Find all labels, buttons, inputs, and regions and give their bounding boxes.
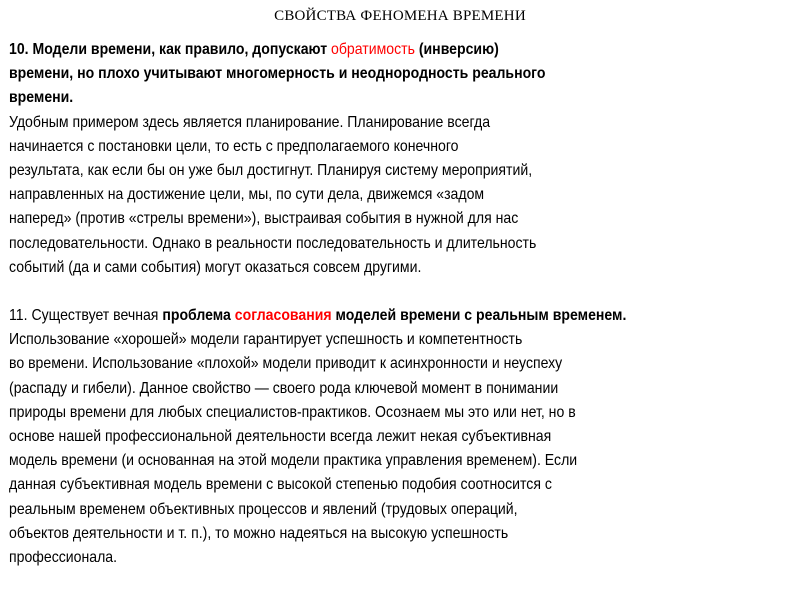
text-segment: моделей времени с реальным временем. (331, 307, 627, 325)
text-segment: направленных на достижение цели, мы, по сути дела, движемся «задом (9, 186, 485, 204)
text-segment: последовательности. Однако в реальности последовательность и длительность (9, 234, 537, 252)
text-segment: объектов деятельности и т. п.), то можно надеяться на высокую успешность (9, 524, 509, 542)
text-line (9, 401, 626, 425)
text-segment: 10. Модели времени, как правило, допускают (9, 41, 332, 58)
text-segment: 11. Существует вечная (9, 307, 163, 325)
text-line (9, 498, 626, 522)
text-segment: профессионала. (9, 548, 118, 566)
text-segment: результата, как если бы он уже был достигнут. Планируя систему мероприятий, (9, 161, 533, 179)
text-segment: (распаду и гибели). Данное свойство — своего рода ключевой момент в понимании (9, 379, 559, 397)
page-title: СВОЙСТВА ФЕНОМЕНА ВРЕМЕНИ (274, 8, 526, 24)
text-line (9, 352, 626, 376)
text-segment: во времени. Использование «плохой» модели приводит к асинхронности и неуспеху (9, 355, 563, 373)
text-segment: данная субъективная модель времени с высокой степенью подобия соотносится с (9, 476, 552, 494)
text-line (9, 546, 626, 570)
text-segment: событий (да и сами события) могут оказаться совсем другими. (9, 258, 422, 276)
text-segment: модель времени (и основанная на этой модели практика управления временем). Если (9, 452, 578, 470)
text-segment: наперед» (против «стрелы времени»), выстраивая события в нужной для нас (9, 210, 519, 228)
text-line (9, 280, 626, 304)
text-line (9, 207, 626, 231)
text-line (9, 425, 626, 449)
document-body (9, 38, 711, 570)
text-segment: природы времени для любых специалистов-практиков. Осознаем мы это или нет, но в (9, 403, 576, 421)
text-line (9, 232, 626, 256)
text-line (9, 62, 626, 86)
text-line (9, 38, 626, 62)
text-segment: основе нашей профессиональной деятельности всегда лежит некая субъективная (9, 428, 552, 445)
text-line (9, 522, 626, 546)
text-segment: проблема (162, 307, 235, 325)
text-segment: времени. (9, 89, 74, 107)
text-line (9, 135, 626, 159)
text-segment: начинается с постановки цели, то есть с предполагаемого конечного (9, 137, 459, 155)
text-segment: Использование «хорошей» модели гарантирует успешность и компетентность (9, 331, 523, 349)
text-line (9, 159, 626, 183)
text-line (9, 111, 626, 135)
highlighted-text: согласования (234, 307, 332, 325)
text-line (9, 328, 626, 352)
text-line (9, 473, 626, 497)
text-segment: Удобным примером здесь является планирование. Планирование всегда (9, 113, 491, 131)
text-line (9, 449, 626, 473)
text-segment: времени, но плохо учитывают многомерность и неоднородность реального (9, 65, 546, 83)
text-line (9, 183, 626, 207)
text-segment: (инверсию) (414, 41, 499, 58)
highlighted-text: обратимость (331, 41, 415, 58)
text-line (9, 86, 626, 110)
text-line (9, 304, 626, 328)
text-segment: реальным временем объективных процессов и явлений (трудовых операций, (9, 500, 518, 518)
text-line (9, 377, 626, 401)
text-line (9, 256, 626, 280)
